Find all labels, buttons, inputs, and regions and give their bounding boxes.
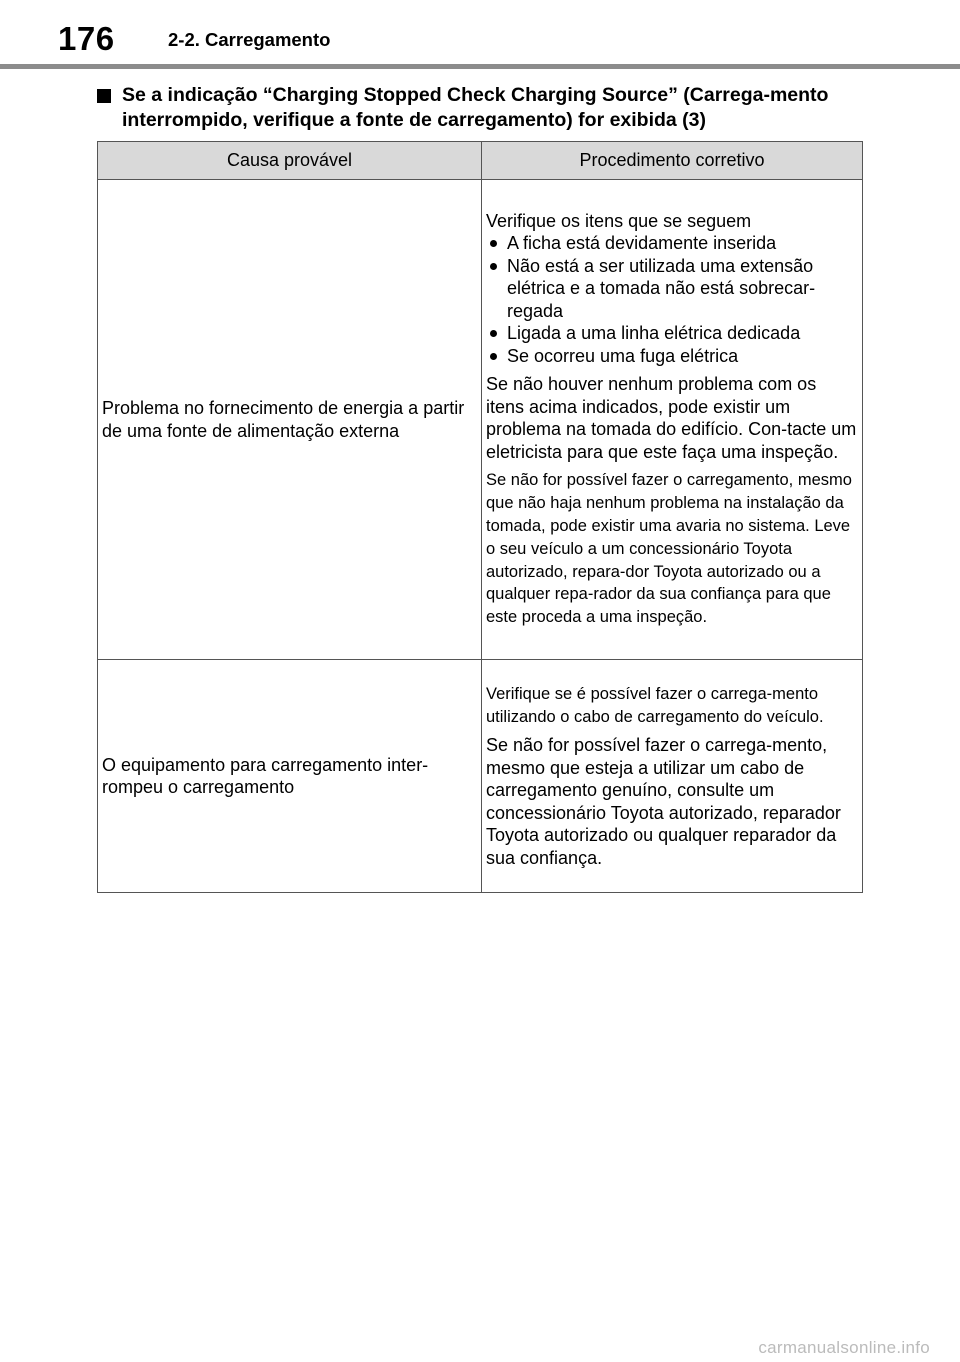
table-cell-procedure [482, 660, 863, 893]
procedure-intro-text: Verifique os itens que se seguem [486, 210, 752, 231]
table-cell-cause: O equipamento para carregamento inter-rompeu o carregamento [98, 660, 482, 893]
page-number: 176 [58, 20, 115, 57]
column-header-procedure: Procedimento corretivo [482, 142, 863, 180]
section-title: 2-2. Carregamento [168, 29, 331, 50]
procedure-paragraph: Se não for possível fazer o carrega-mento, mesmo que esteja a utilizar um cabo de carregamento genuíno, consulte um concessionário Toyota autorizado, reparador Toyota autorizado ou qualquer reparador da sua confiança. [486, 735, 841, 868]
column-header-cause: Causa provável [98, 142, 482, 180]
table-row [98, 660, 863, 893]
procedure-paragraph: Verifique se é possível fazer o carrega-mento utilizando o cabo de carregamento do veículo. [486, 684, 824, 726]
list-item: Ligada a uma linha elétrica dedicada [486, 322, 858, 345]
table-cell-procedure [482, 180, 863, 660]
page-header [0, 0, 960, 70]
site-watermark: carmanualsonline.info [758, 1338, 930, 1357]
list-item: Não está a ser utilizada uma extensão elétrica e a tomada não está sobrecar-regada [486, 255, 858, 323]
table-header-row [98, 142, 863, 180]
table-cell-cause: Problema no fornecimento de energia a partir de uma fonte de alimentação externa [98, 180, 482, 660]
table-row [98, 180, 863, 660]
subsection-heading-text: Se a indicação “Charging Stopped Check Charging Source” (Carrega-mento interrompido, verifique a fonte de carregamento) for exibida (3) [122, 84, 829, 131]
procedure-paragraph: Se não houver nenhum problema com os itens acima indicados, pode existir um problema na tomada do edifício. Con-tacte um eletricista para que este faça uma inspeção. [486, 374, 857, 462]
square-bullet-icon [97, 89, 111, 103]
check-list [486, 232, 858, 367]
troubleshooting-table [97, 141, 863, 893]
list-item: Se ocorreu uma fuga elétrica [486, 345, 858, 368]
list-item: A ficha está devidamente inserida [486, 232, 858, 255]
procedure-intro [486, 210, 858, 368]
procedure-paragraph: Se não for possível fazer o carregamento, mesmo que não haja nenhum problema na instalação da tomada, pode existir uma avaria no sistema. Leve o seu veículo a um concessionário Toyota autorizado, repara-dor Toyota autorizado ou a qualquer repa-rador da sua confiança para que este proceda a uma inspeção. [486, 471, 852, 627]
header-divider [0, 64, 960, 69]
